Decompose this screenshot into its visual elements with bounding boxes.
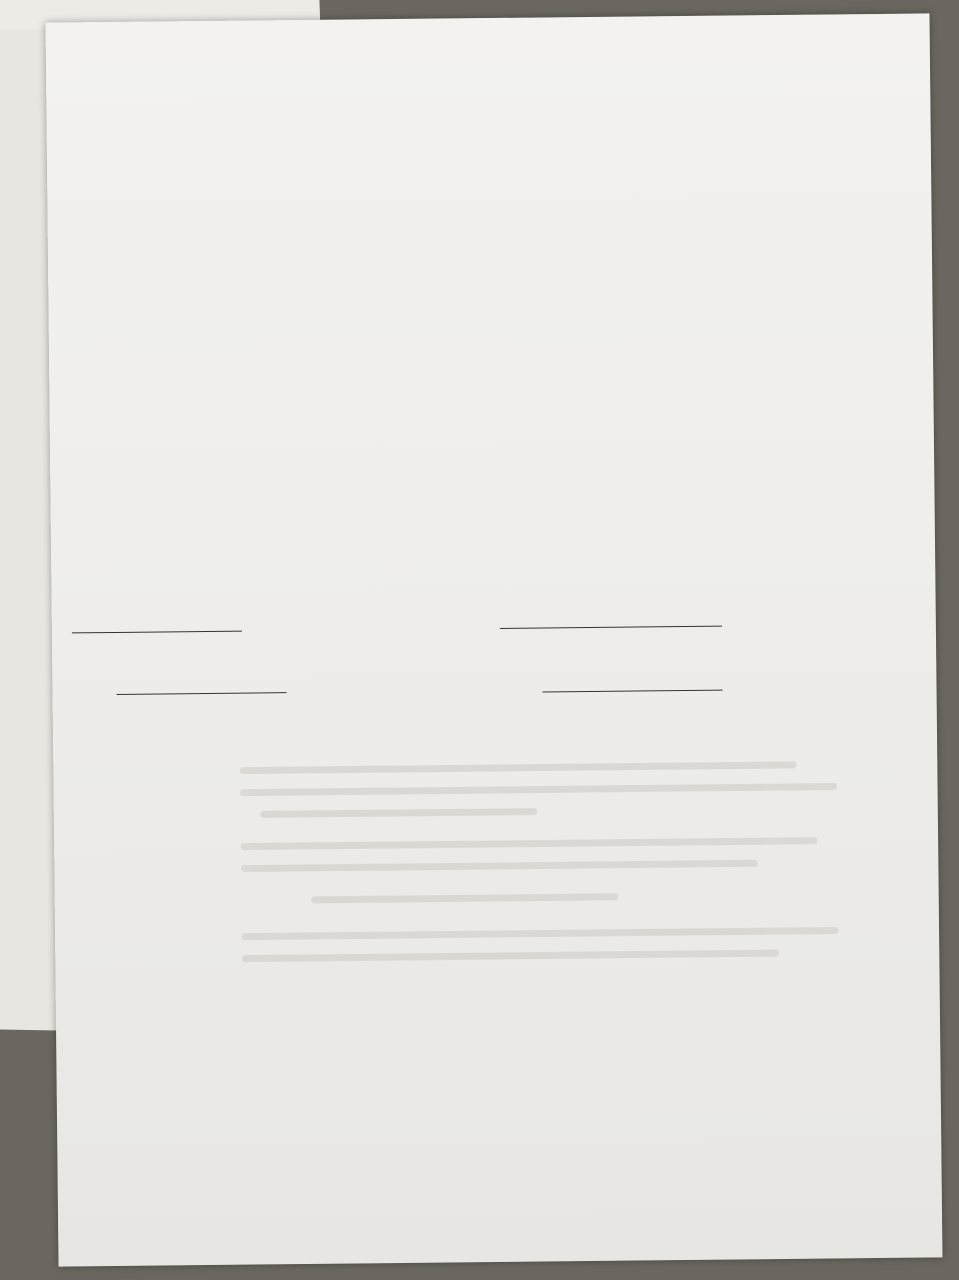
bleed-through-impression (233, 744, 855, 970)
customer-signature-line (72, 631, 242, 634)
company-seal-stamp (544, 576, 716, 748)
contract-page (46, 13, 943, 1266)
customer-date-line (117, 692, 287, 695)
